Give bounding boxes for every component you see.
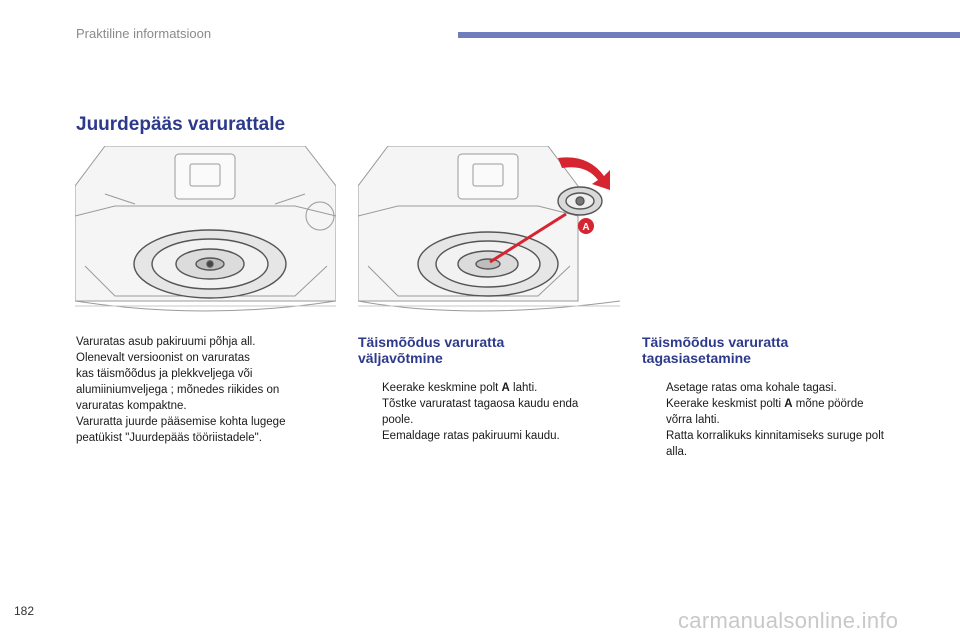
list-item: Ratta korralikuks kinnitamiseks suruge polt alla. <box>666 430 884 458</box>
intro-line: varuratas kompaktne. <box>76 400 187 412</box>
list-item: Asetage ratas oma kohale tagasi. <box>666 382 837 394</box>
watermark: carmanualsonline.info <box>678 608 899 633</box>
refitting-section <box>642 334 887 460</box>
list-item: Tõstke varuratast tagaosa kaudu enda poole. <box>382 398 579 426</box>
list-item: Keerake keskmist polti A mõne pöörde võrra lahti. <box>666 398 864 426</box>
marker-a-label: A <box>582 222 590 233</box>
removal-steps <box>358 380 608 444</box>
intro-line: kas täismõõdus ja plekkveljega või <box>76 368 253 380</box>
header-accent-bar <box>458 32 960 38</box>
intro-line: Olenevalt versioonist on varuratas <box>76 352 250 364</box>
section-title: Juurdepääs varurattale <box>76 114 286 135</box>
trunk-bolt-a-illustration <box>358 146 620 316</box>
bolt-detail <box>558 187 602 215</box>
spare-wheel <box>134 230 286 298</box>
page-number: 182 <box>14 604 35 618</box>
refitting-steps <box>642 380 887 460</box>
header-title: Praktiline informatsioon <box>76 26 212 41</box>
spare-wheel <box>418 232 558 296</box>
list-item: Keerake keskmine polt A lahti. <box>382 382 538 394</box>
removal-section <box>358 334 608 444</box>
intro-line: Varuratta juurde pääsemise kohta lugege <box>76 416 286 428</box>
intro-line: alumiiniumveljega ; mõnedes riikides on <box>76 384 280 396</box>
intro-text <box>76 334 331 446</box>
intro-line: Varuratas asub pakiruumi põhja all. <box>76 336 256 348</box>
removal-title: Täismõõdus varuratta väljavõtmine <box>358 334 505 366</box>
intro-line: peatükist "Juurdepääs tööriistadele". <box>76 432 262 444</box>
refitting-title: Täismõõdus varuratta tagasiasetamine <box>642 334 789 366</box>
trunk-spare-wheel-illustration <box>75 146 336 316</box>
list-item: Eemaldage ratas pakiruumi kaudu. <box>382 430 560 442</box>
